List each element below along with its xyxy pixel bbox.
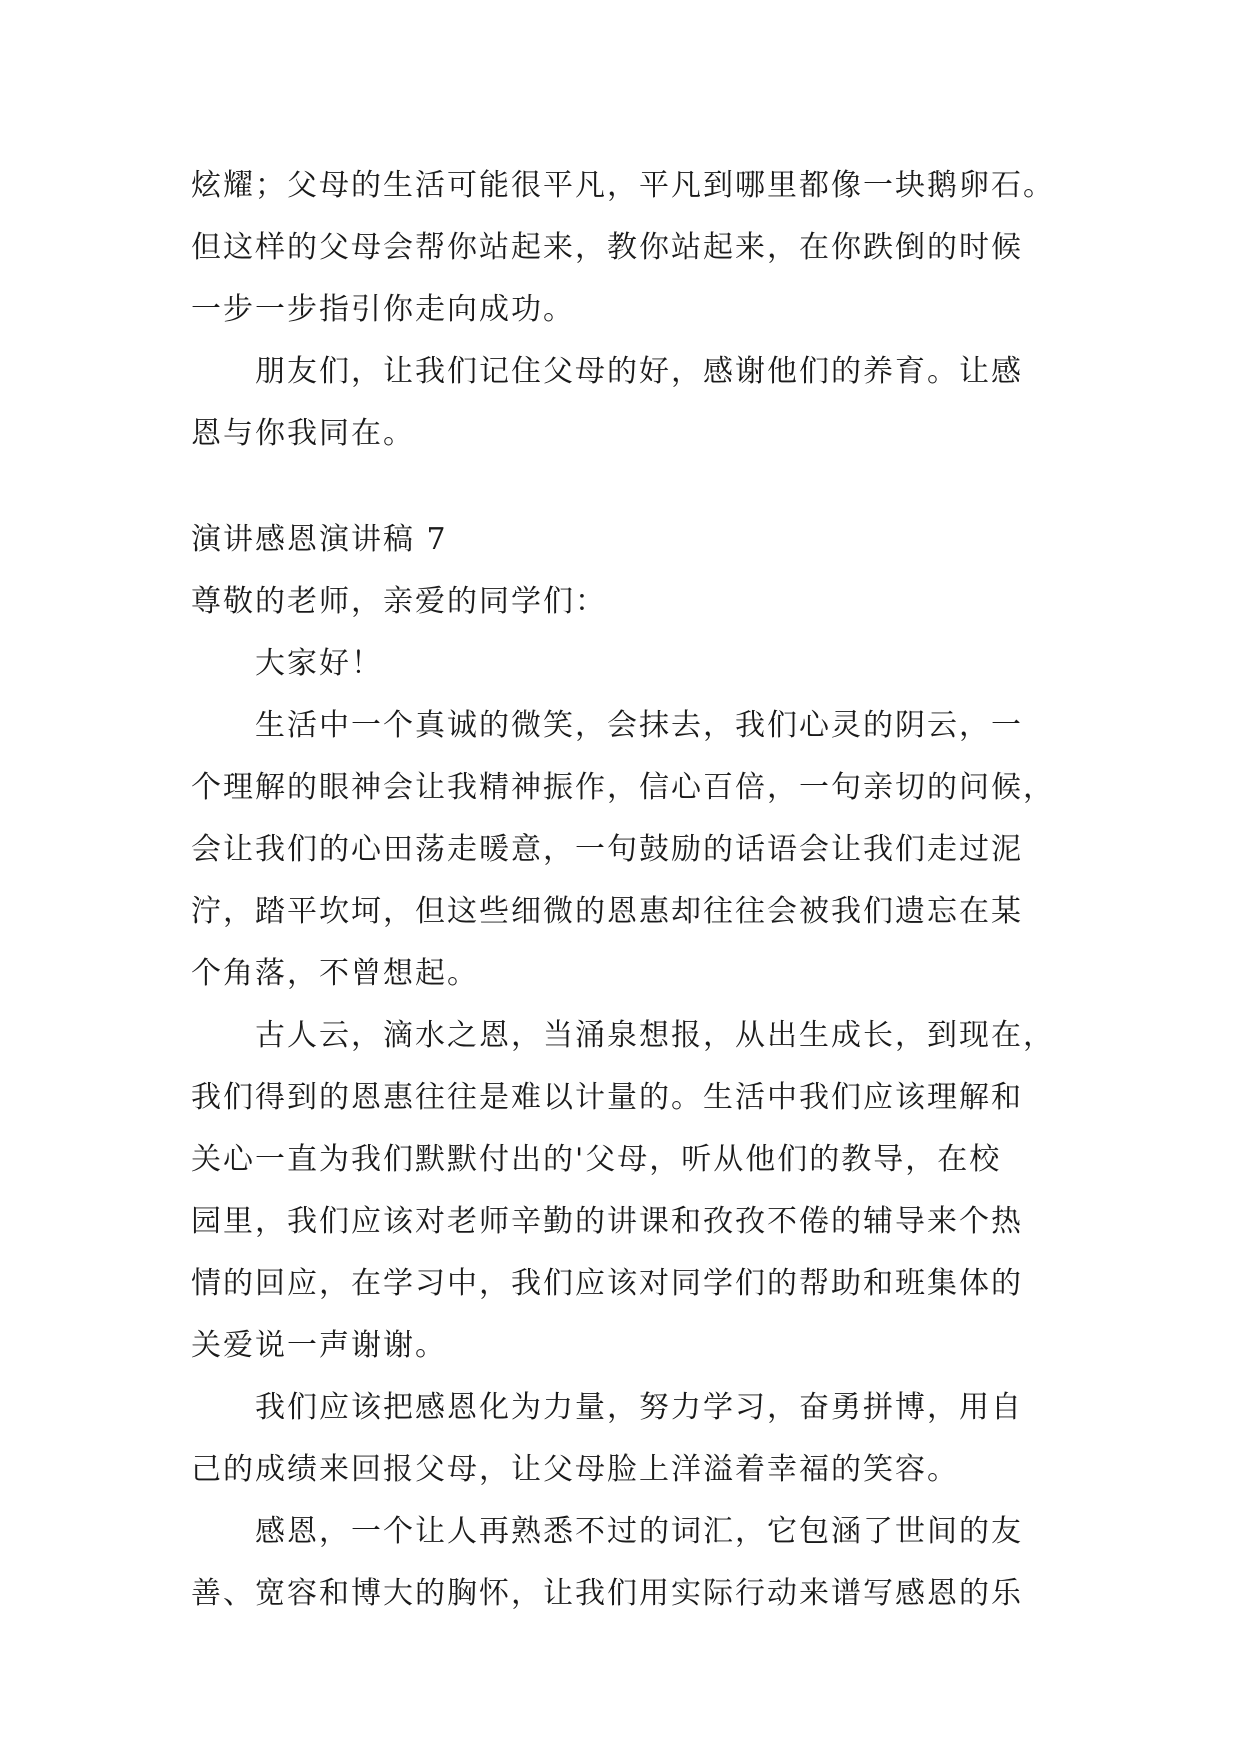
body-line: 个理解的眼神会让我精神振作，信心百倍，一句亲切的问候， — [191, 770, 1055, 805]
body-line: 关爱说一声谢谢。 — [191, 1328, 447, 1363]
body-line: 生活中一个真诚的微笑，会抹去，我们心灵的阴云，一 — [255, 708, 1023, 743]
salutation: 尊敬的老师，亲爱的同学们： — [191, 584, 607, 619]
body-line: 我们得到的恩惠往往是难以计量的。生活中我们应该理解和 — [191, 1080, 1023, 1115]
body-line: 朋友们，让我们记住父母的好，感谢他们的养育。让感 — [255, 354, 1023, 389]
body-line: 一步一步指引你走向成功。 — [191, 292, 575, 327]
body-line: 园里，我们应该对老师辛勤的讲课和孜孜不倦的辅导来个热 — [191, 1204, 1023, 1239]
body-line: 炫耀；父母的生活可能很平凡，平凡到哪里都像一块鹅卵石。 — [191, 168, 1055, 203]
body-line: 感恩，一个让人再熟悉不过的词汇，它包涵了世间的友 — [255, 1514, 1023, 1549]
body-line: 恩与你我同在。 — [191, 416, 415, 451]
body-line: 情的回应，在学习中，我们应该对同学们的帮助和班集体的 — [191, 1266, 1023, 1301]
body-line: 但这样的父母会帮你站起来，教你站起来，在你跌倒的时候 — [191, 230, 1023, 265]
body-line: 古人云，滴水之恩，当涌泉想报，从出生成长，到现在， — [255, 1018, 1055, 1053]
body-line: 个角落，不曾想起。 — [191, 956, 479, 991]
body-line: 会让我们的心田荡走暖意，一句鼓励的话语会让我们走过泥 — [191, 832, 1023, 867]
body-line: 己的成绩来回报父母，让父母脸上洋溢着幸福的笑容。 — [191, 1452, 959, 1487]
document-body — [191, 0, 1055, 1754]
greeting: 大家好！ — [255, 646, 383, 681]
body-line: 善、宽容和博大的胸怀，让我们用实际行动来谱写感恩的乐 — [191, 1576, 1023, 1611]
section-heading: 演讲感恩演讲稿 7 — [191, 522, 448, 557]
body-line: 泞，踏平坎坷，但这些细微的恩惠却往往会被我们遗忘在某 — [191, 894, 1023, 929]
body-line: 关心一直为我们默默付出的'父母，听从他们的教导，在校 — [191, 1142, 1002, 1177]
body-line: 我们应该把感恩化为力量，努力学习，奋勇拼博，用自 — [255, 1390, 1023, 1425]
